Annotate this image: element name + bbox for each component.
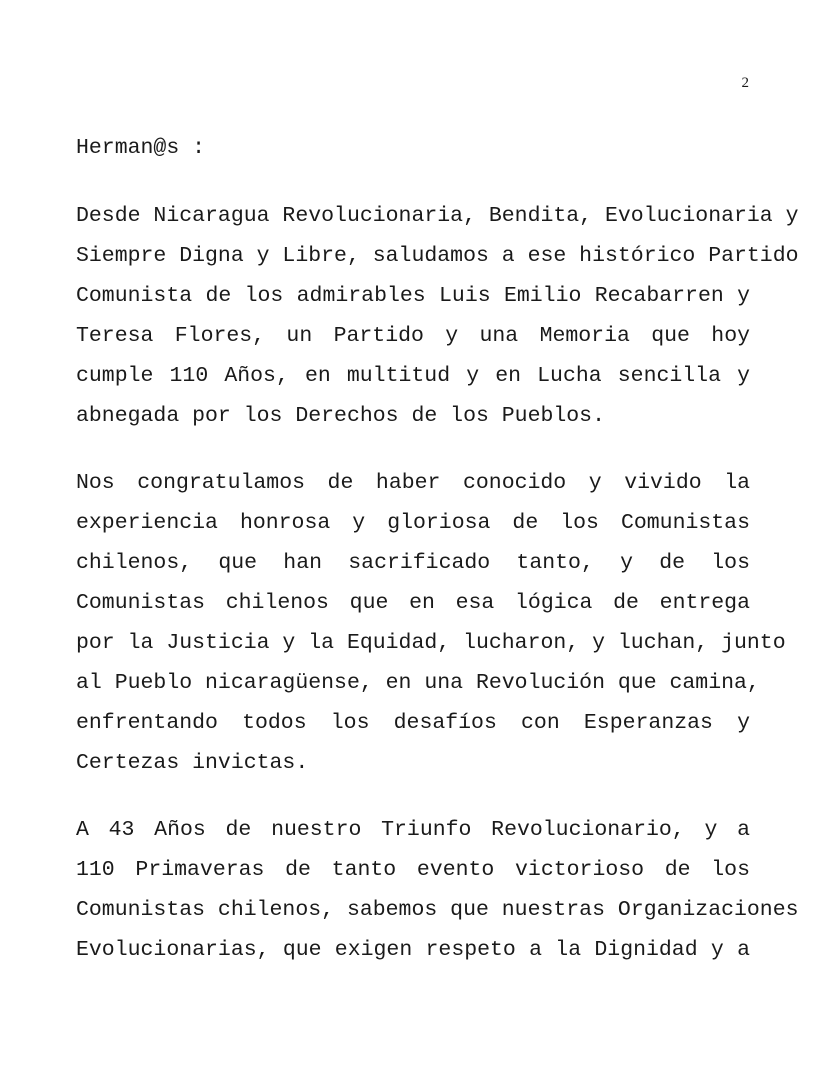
paragraph-1	[76, 196, 799, 436]
paragraph-line: experiencia honrosa y gloriosa de los Comunistas	[76, 511, 750, 535]
paragraph-line: al Pueblo nicaragüense, en una Revolución que camina,	[76, 671, 760, 695]
paragraph-line: 110 Primaveras de tanto evento victorioso de los	[76, 858, 750, 882]
paragraph-line: Nos congratulamos de haber conocido y vivido la	[76, 471, 750, 495]
paragraph-line: Comunistas chilenos, sabemos que nuestras Organizaciones	[76, 898, 799, 922]
salutation: Herman@s :	[76, 136, 206, 160]
page-number: 2	[741, 75, 749, 91]
paragraph-line: enfrentando todos los desafíos con Esperanzas y	[76, 711, 750, 735]
paragraph-line: por la Justicia y la Equidad, lucharon, y luchan, junto	[76, 631, 786, 655]
paragraph-line: chilenos, que han sacrificado tanto, y de los	[76, 551, 750, 575]
paragraph-3	[76, 810, 799, 970]
letter-body	[76, 128, 799, 997]
paragraph-line: A 43 Años de nuestro Triunfo Revolucionario, y a	[76, 818, 750, 842]
paragraph-line: Teresa Flores, un Partido y una Memoria que hoy	[76, 324, 750, 348]
paragraph-line: Comunista de los admirables Luis Emilio Recabarren y	[76, 284, 750, 308]
paragraph-2	[76, 463, 786, 783]
paragraph-line: Certezas invictas.	[76, 751, 309, 775]
paragraph-line: cumple 110 Años, en multitud y en Lucha sencilla y	[76, 364, 750, 388]
paragraph-line: Desde Nicaragua Revolucionaria, Bendita, Evolucionaria y	[76, 204, 799, 228]
paragraph-line: Evolucionarias, que exigen respeto a la Dignidad y a	[76, 938, 750, 962]
paragraph-line: Siempre Digna y Libre, saludamos a ese histórico Partido	[76, 244, 799, 268]
paragraph-line: abnegada por los Derechos de los Pueblos.	[76, 404, 605, 428]
paragraph-line: Comunistas chilenos que en esa lógica de entrega	[76, 591, 750, 615]
